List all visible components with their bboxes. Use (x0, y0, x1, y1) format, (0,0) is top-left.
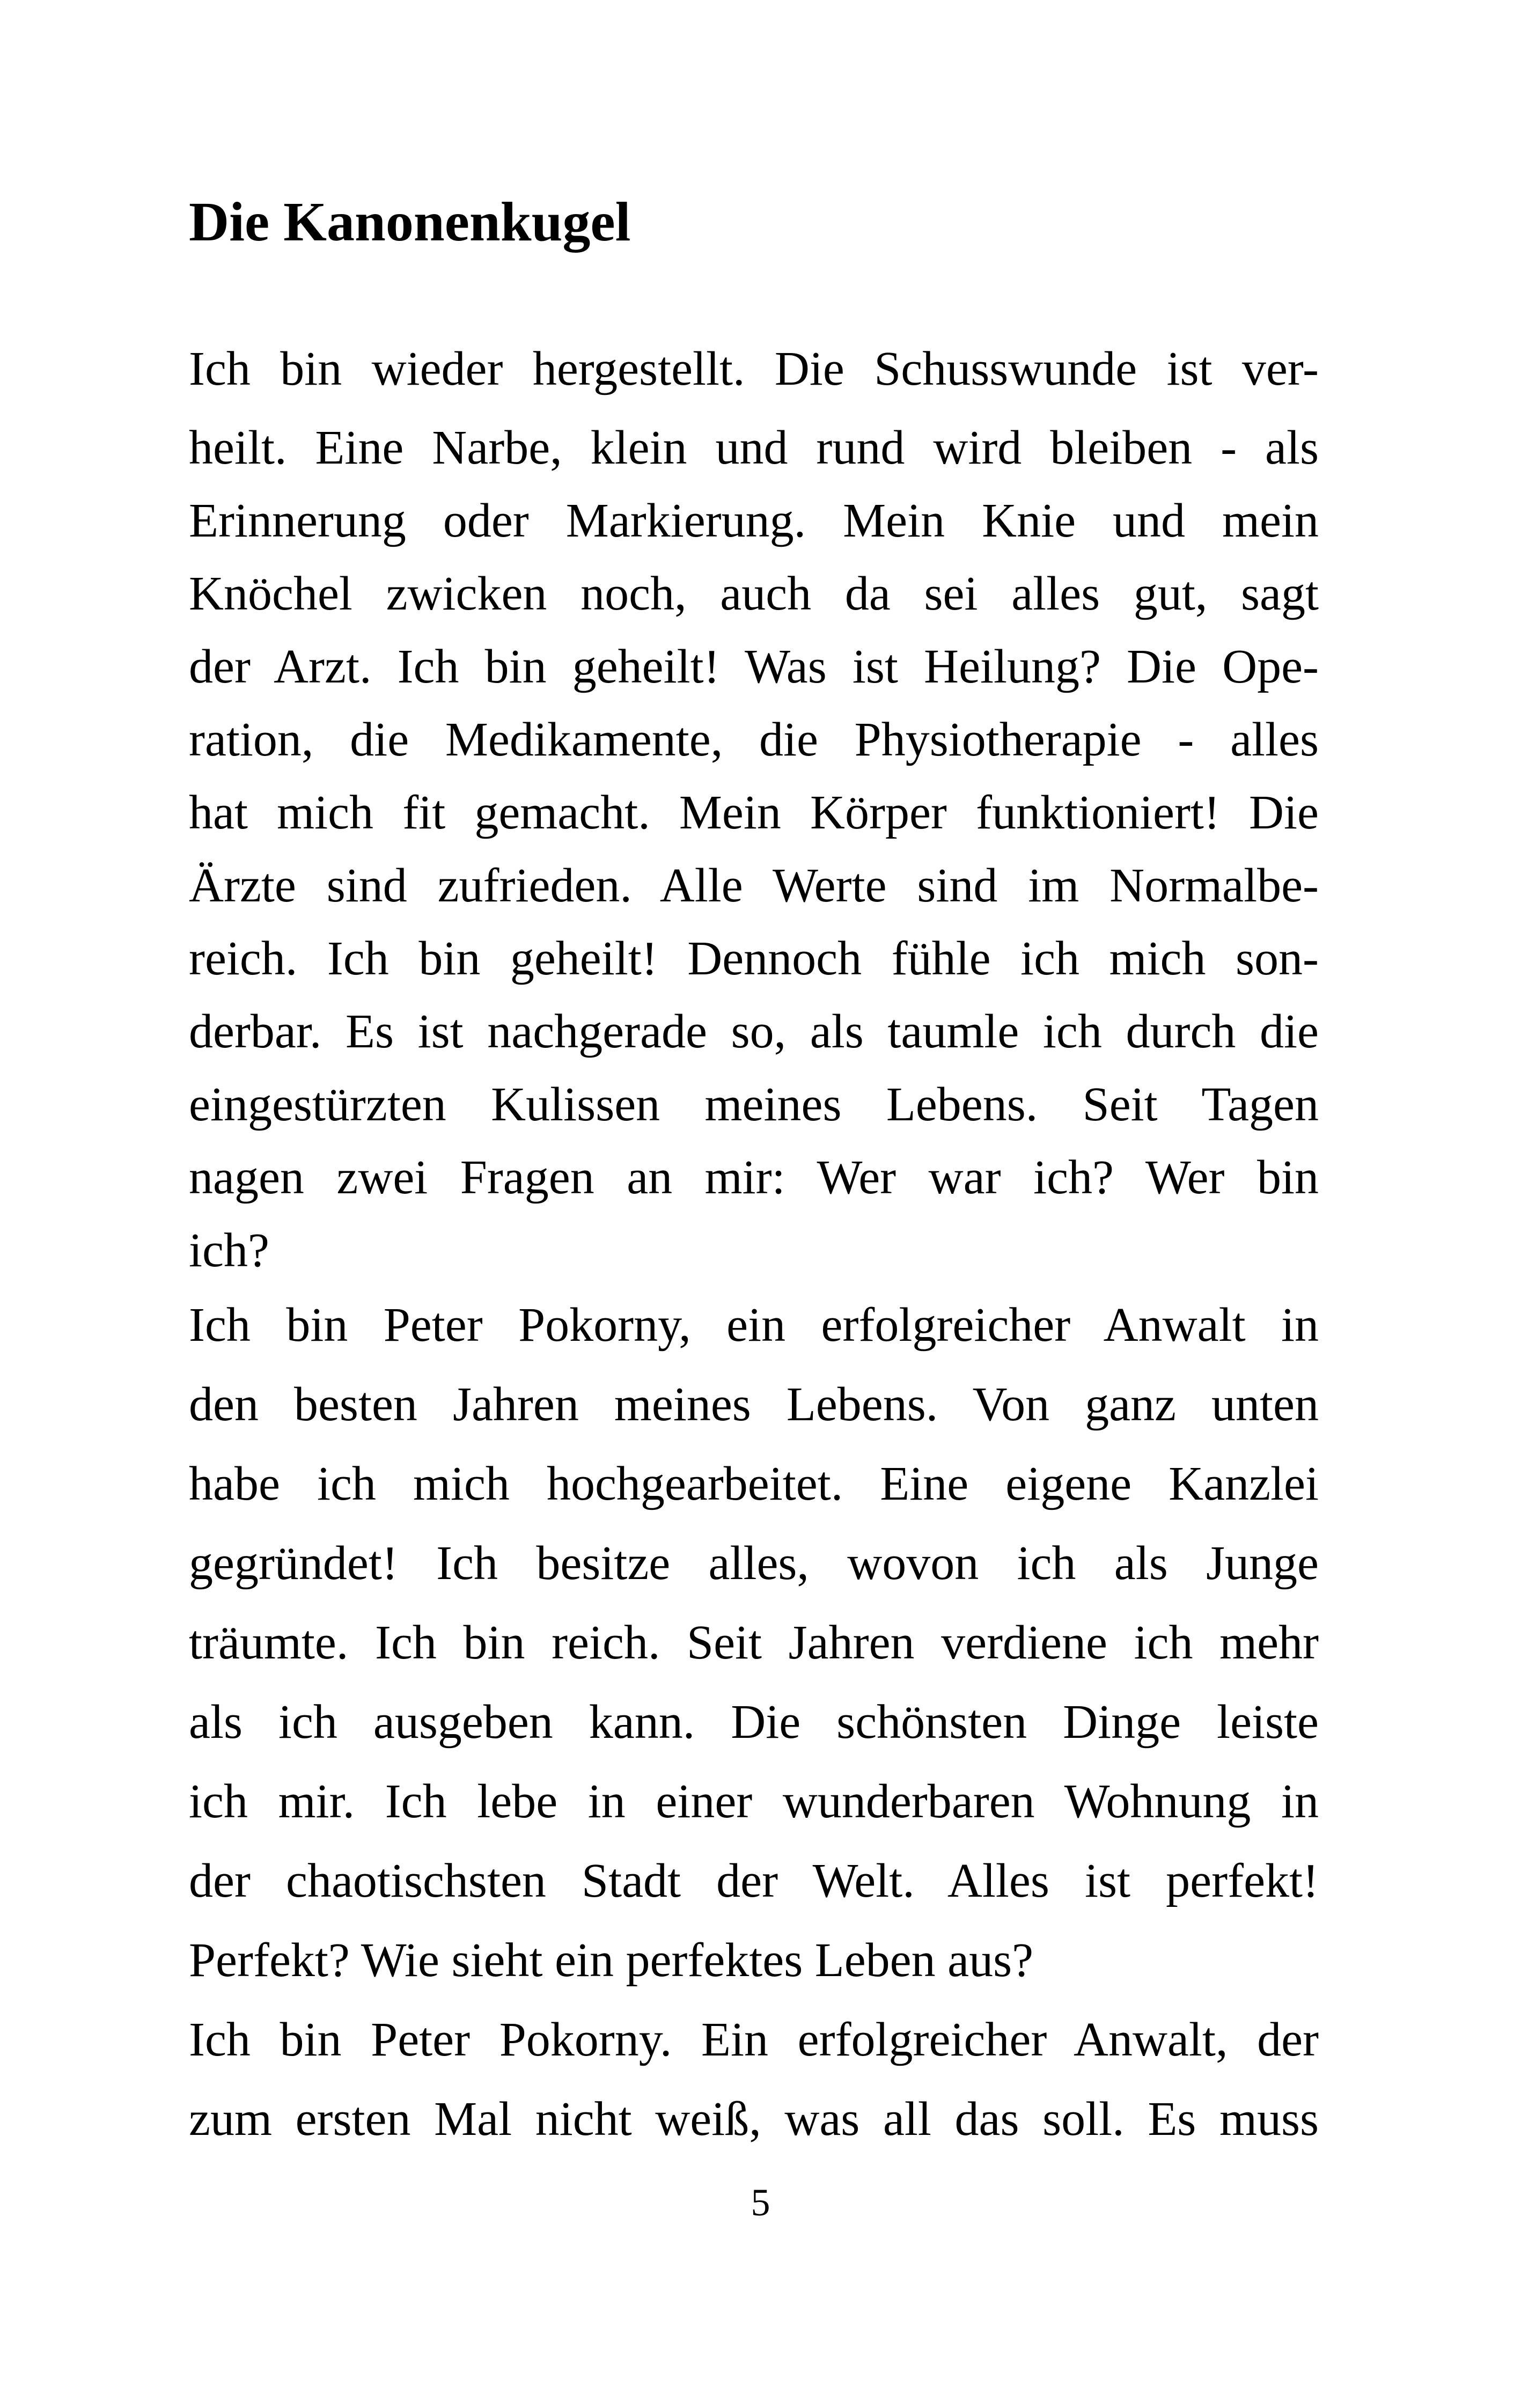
text-line: ich? (189, 1224, 269, 1277)
text-line: ich mir. Ich lebe in einer wunderbaren Wohnung in (189, 1775, 1319, 1828)
page-number: 5 (751, 2181, 770, 2224)
text-line: Ich bin wieder hergestellt. Die Schusswunde ist ver- (189, 342, 1319, 395)
text-line: gegründet! Ich besitze alles, wovon ich als Junge (189, 1537, 1319, 1590)
text-line: Ich bin Peter Pokorny, ein erfolgreicher Anwalt in (189, 1298, 1319, 1352)
text-line: der chaotischsten Stadt der Welt. Alles ist perfekt! (189, 1854, 1319, 1907)
text-line: Ich bin Peter Pokorny. Ein erfolgreicher Anwalt, der (189, 2013, 1319, 2066)
text-line: ration, die Medikamente, die Physiotherapie - alles (189, 713, 1319, 766)
text-line: Perfekt? Wie sieht ein perfektes Leben aus? (189, 1934, 1034, 1987)
text-line: eingestürzten Kulissen meines Lebens. Seit Tagen (189, 1078, 1319, 1131)
text-line: als ich ausgeben kann. Die schönsten Dinge leiste (189, 1695, 1319, 1749)
text-line: derbar. Es ist nachgerade so, als taumle ich durch die (189, 1005, 1319, 1058)
text-line: reich. Ich bin geheilt! Dennoch fühle ich mich son- (189, 932, 1319, 985)
text-line: zum ersten Mal nicht weiß, was all das soll. Es muss (189, 2093, 1319, 2146)
text-line: der Arzt. Ich bin geheilt! Was ist Heilung? Die Ope- (189, 640, 1319, 693)
chapter-title: Die Kanonenkugel (189, 191, 631, 253)
text-line: hat mich fit gemacht. Mein Körper funktioniert! Die (189, 786, 1319, 839)
text-line: träumte. Ich bin reich. Seit Jahren verdiene ich mehr (189, 1616, 1319, 1669)
text-line: nagen zwei Fragen an mir: Wer war ich? Wer bin (189, 1151, 1319, 1204)
text-line: habe ich mich hochgearbeitet. Eine eigene Kanzlei (189, 1457, 1319, 1510)
text-line: den besten Jahren meines Lebens. Von ganz unten (189, 1378, 1319, 1431)
text-line: Knöchel zwicken noch, auch da sei alles gut, sagt (189, 567, 1319, 620)
text-line: Ärzte sind zufrieden. Alle Werte sind im Normalbe- (189, 859, 1319, 912)
text-line: heilt. Eine Narbe, klein und rund wird bleiben - als (189, 421, 1319, 474)
text-line: Erinnerung oder Markierung. Mein Knie und mein (189, 494, 1319, 547)
